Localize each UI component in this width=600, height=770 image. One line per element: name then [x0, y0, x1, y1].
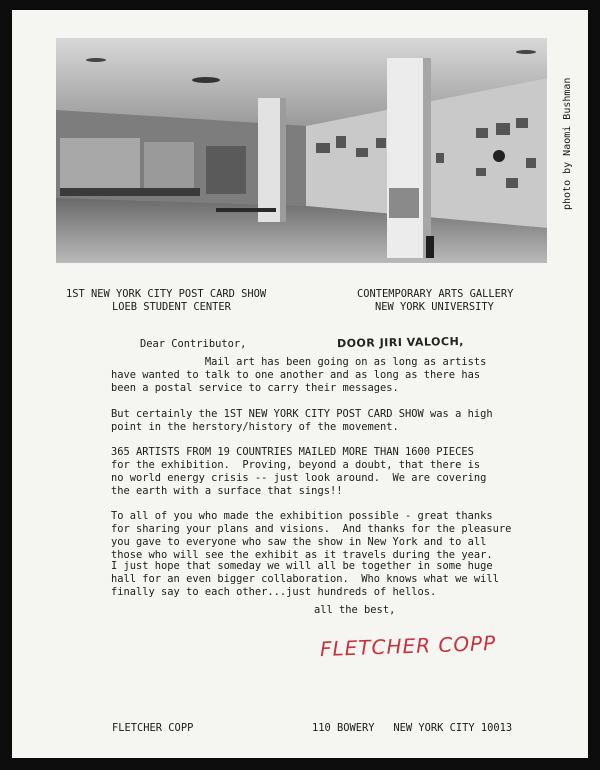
signature: FLETCHER COPP [319, 630, 497, 662]
gallery-photo [56, 38, 547, 263]
paragraph-4: To all of you who made the exhibition possible - great thanks for sharing your plans and visions. And thanks for the pleasure you gave to everyone who saw the show in New York and to all those who will see the exhibit as it travels during the year. [111, 510, 512, 562]
header-left-title: 1ST NEW YORK CITY POST CARD SHOW [66, 288, 267, 300]
paragraph-1: Mail art has been going on as long as artists have wanted to talk to one another and as long as there has been a postal service to carry their messages. [111, 356, 487, 395]
footer-address: 110 BOWERY NEW YORK CITY 10013 [312, 722, 513, 734]
closing: all the best, [314, 604, 396, 616]
salutation: Dear Contributor, [140, 338, 247, 350]
header-left-subtitle: LOEB STUDENT CENTER [112, 301, 231, 313]
photo-credit: photo by Naomi Bushman [562, 77, 573, 210]
handwritten-recipient: DOOR JIRI VALOCH, [336, 334, 465, 351]
paragraph-3: 365 ARTISTS FROM 19 COUNTRIES MAILED MORE THAN 1600 PIECES for the exhibition. Proving, beyond a doubt, that there is no world energy crisis -- just look around. We are covering the earth with a surface that sings!! [111, 446, 487, 498]
header-right-title: CONTEMPORARY ARTS GALLERY [357, 288, 514, 300]
paragraph-2: But certainly the 1ST NEW YORK CITY POST CARD SHOW was a high point in the herstory/history of the movement. [111, 408, 493, 434]
letter-page [12, 10, 588, 758]
footer-name: FLETCHER COPP [112, 722, 194, 734]
header-right-subtitle: NEW YORK UNIVERSITY [375, 301, 494, 313]
paragraph-5: I just hope that someday we will all be together in some huge hall for an even bigger collaboration. Who knows what we will finally say to each other...just hundreds of hellos. [111, 560, 499, 599]
